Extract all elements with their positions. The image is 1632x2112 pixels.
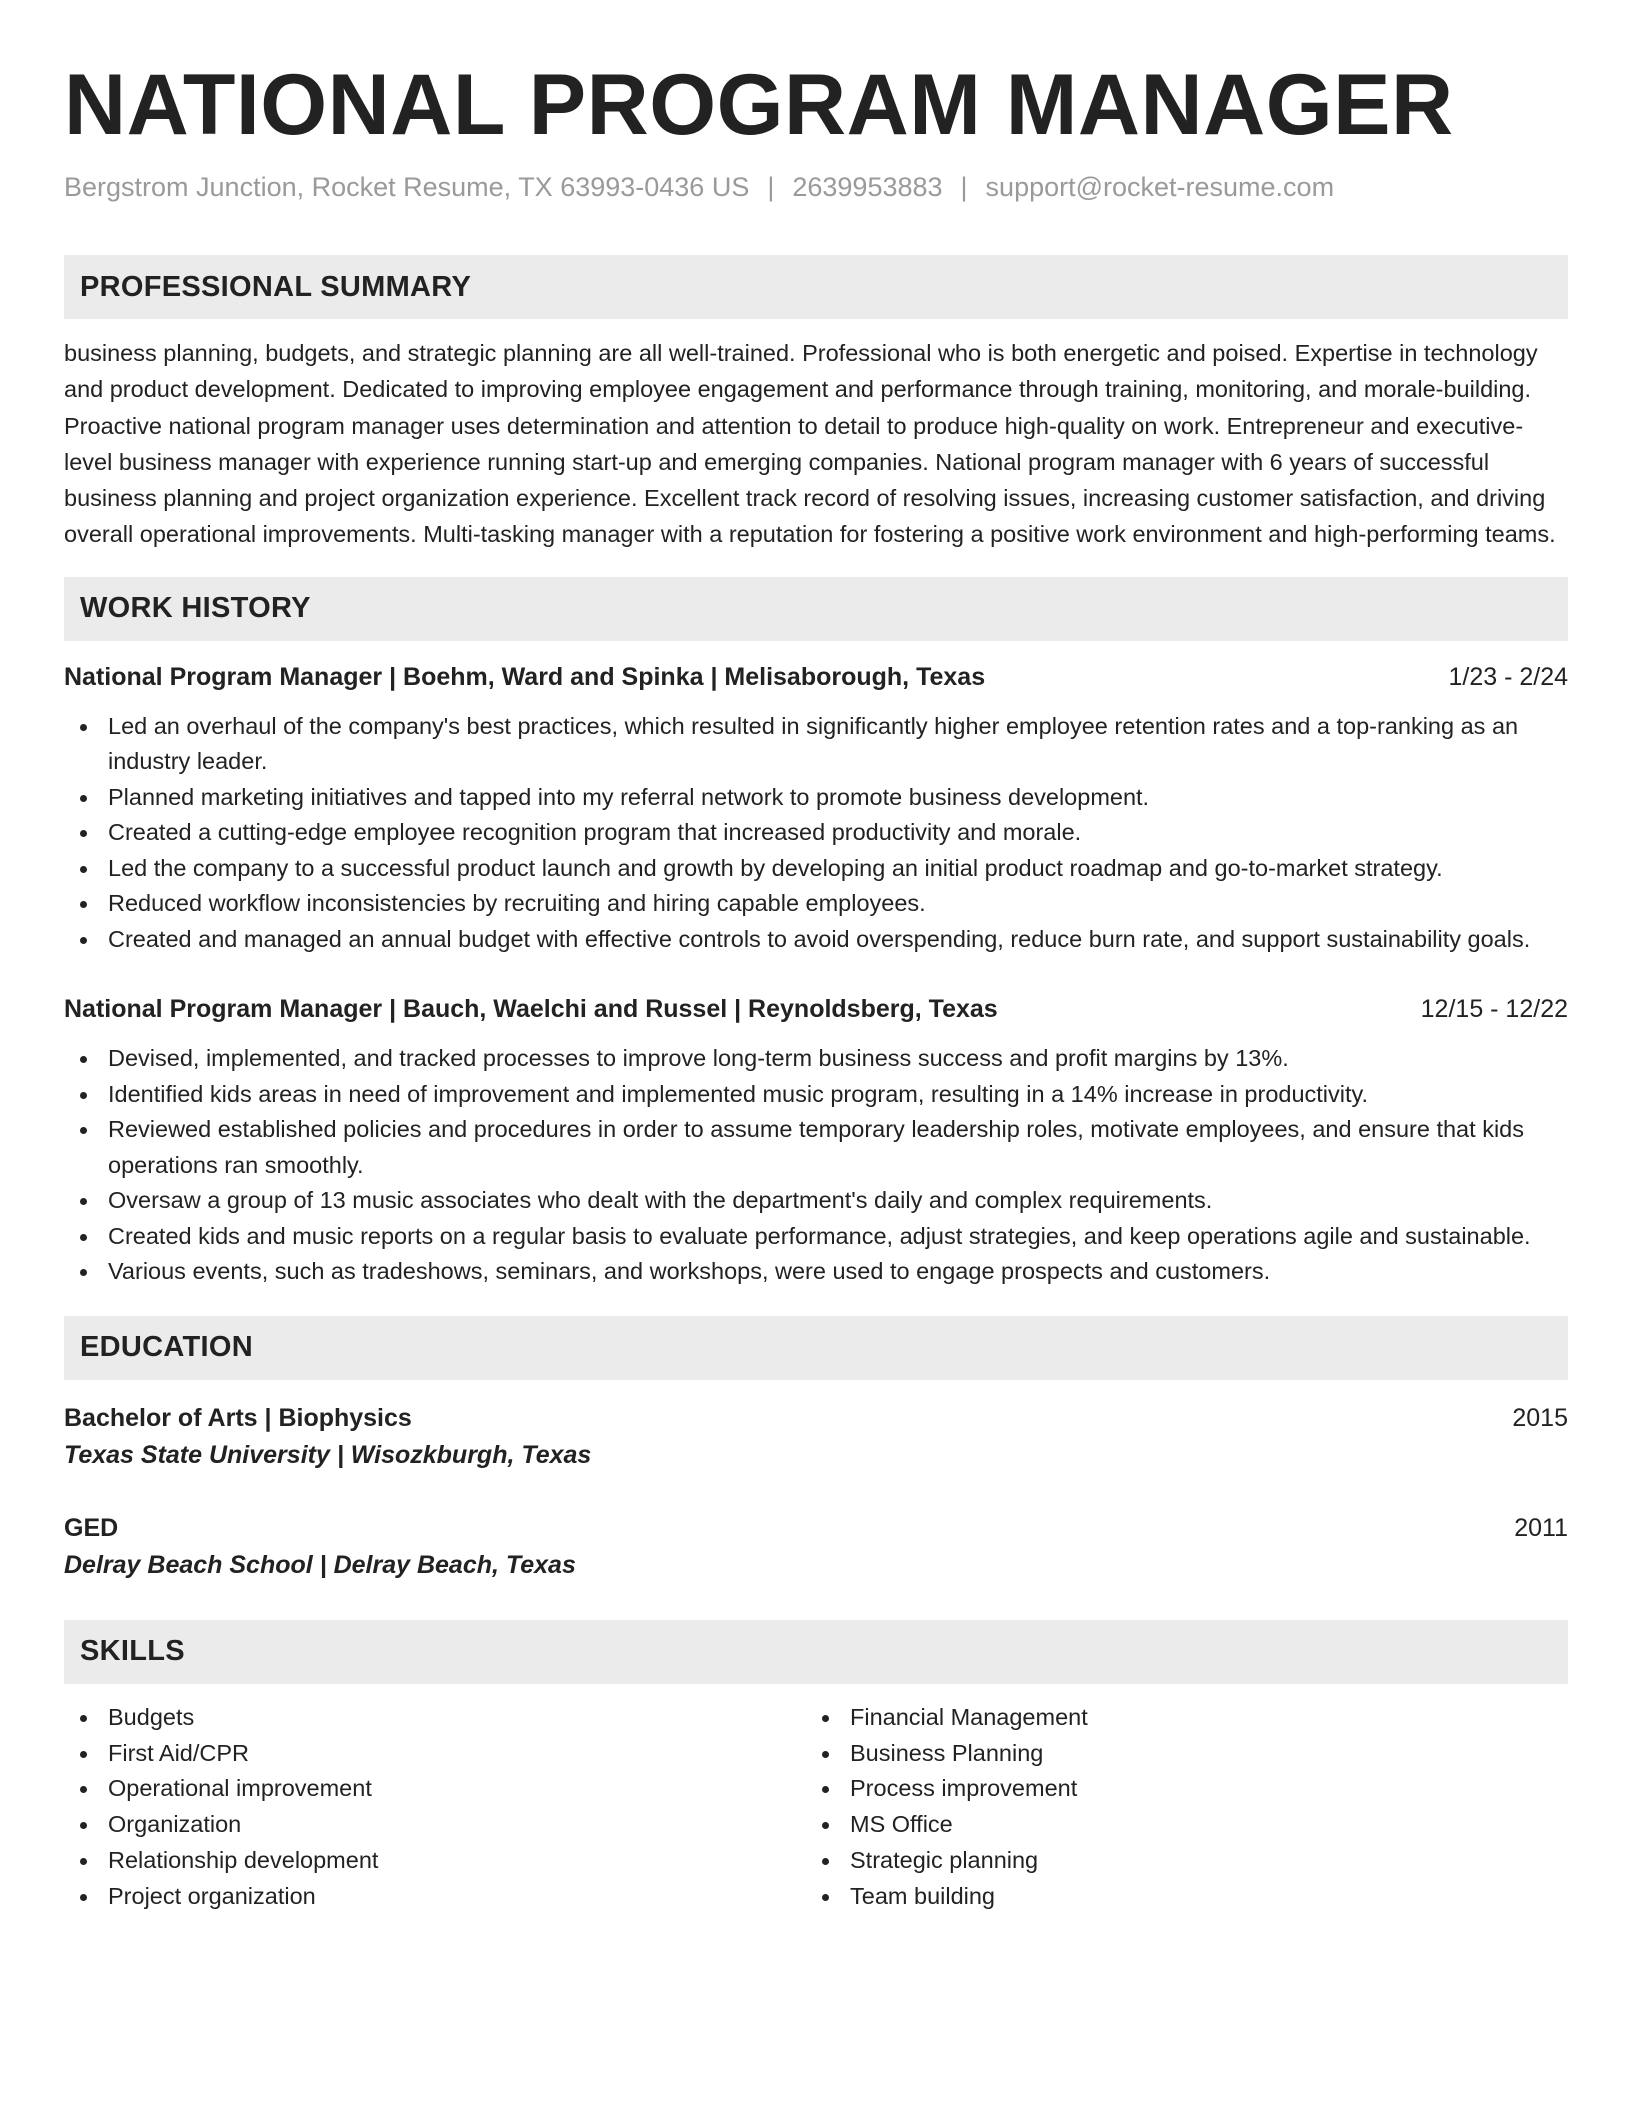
job-dates: 1/23 - 2/24 (1448, 662, 1568, 691)
contact-separator: | (767, 172, 775, 202)
job-bullet: Created and managed an annual budget with effective controls to avoid overspending, reduce burn rate, and support sustainability goals. (64, 922, 1568, 958)
contact-email: support@rocket-resume.com (985, 172, 1335, 202)
education-entry (64, 1510, 1568, 1584)
job-bullet: Oversaw a group of 13 music associates who dealt with the department's daily and complex requirements. (64, 1183, 1568, 1219)
job-title: National Program Manager | Bauch, Waelchi and Russel | Reynoldsberg, Texas (64, 995, 998, 1024)
section-heading-education: EDUCATION (64, 1316, 1568, 1380)
skill-item: Organization (64, 1807, 806, 1843)
skill-item: Process improvement (806, 1771, 1548, 1807)
skill-item: Financial Management (806, 1700, 1548, 1736)
job-bullet: Various events, such as tradeshows, seminars, and workshops, were used to engage prospects and customers. (64, 1254, 1568, 1290)
job-bullet: Devised, implemented, and tracked processes to improve long-term business success and profit margins by 13%. (64, 1041, 1568, 1077)
skills-list (64, 1700, 1568, 1915)
skill-item: Relationship development (64, 1843, 806, 1879)
job-entry (64, 661, 1568, 958)
education-row (64, 1400, 1568, 1436)
skill-item: Team building (806, 1879, 1548, 1915)
education-entry (64, 1400, 1568, 1474)
contact-line (64, 172, 1568, 203)
job-header (64, 993, 1568, 1025)
education-school: Delray Beach School | Delray Beach, Texas (64, 1550, 576, 1579)
summary-text: business planning, budgets, and strategic planning are all well-trained. Professional who is both energetic and poised. Expertise in technology and product development. Dedicated to improving employee engagement and performance through training, monitoring, and morale-building. Proactive national program manager uses determination and attention to detail to produce high-quality on work. Entrepreneur and executive-level business manager with experience running start-up and emerging companies. National program manager with 6 years of successful business planning and project organization experience. Excellent track record of resolving issues, increasing customer satisfaction, and driving overall operational improvements. Multi-tasking manager with a reputation for fostering a positive work environment and high-performing teams. (64, 340, 1556, 548)
job-entry (64, 993, 1568, 1290)
resume-name: NATIONAL PROGRAM MANAGER (64, 57, 1454, 153)
job-bullet: Planned marketing initiatives and tapped into my referral network to promote business development. (64, 780, 1568, 816)
education-row (64, 1510, 1568, 1546)
section-heading-skills: SKILLS (64, 1620, 1568, 1684)
education-year: 2015 (1512, 1403, 1568, 1432)
job-title: National Program Manager | Boehm, Ward and Spinka | Melisaborough, Texas (64, 662, 986, 691)
education-degree: Bachelor of Arts | Biophysics (64, 1403, 412, 1432)
skill-item: Operational improvement (64, 1771, 806, 1807)
education-degree: GED (64, 1513, 119, 1542)
job-bullets (64, 1041, 1568, 1290)
job-dates: 12/15 - 12/22 (1420, 995, 1568, 1024)
contact-separator: | (960, 172, 968, 202)
education-school: Texas State University | Wisozkburgh, Texas (64, 1440, 592, 1469)
job-header (64, 661, 1568, 693)
job-bullet: Led an overhaul of the company's best practices, which resulted in significantly higher employee retention rates and a top-ranking as an industry leader. (64, 709, 1568, 780)
section-heading-work-history: WORK HISTORY (64, 577, 1568, 641)
skill-item: Strategic planning (806, 1843, 1548, 1879)
section-heading-summary: PROFESSIONAL SUMMARY (64, 255, 1568, 319)
skill-item: Business Planning (806, 1736, 1548, 1772)
contact-address: Bergstrom Junction, Rocket Resume, TX 63993-0436 US (64, 172, 750, 202)
job-bullet: Created kids and music reports on a regular basis to evaluate performance, adjust strategies, and keep operations agile and sustainable. (64, 1219, 1568, 1255)
skill-item: MS Office (806, 1807, 1548, 1843)
skill-item: Budgets (64, 1700, 806, 1736)
skills-column-left (64, 1700, 806, 1915)
skill-item: Project organization (64, 1879, 806, 1915)
education-year: 2011 (1514, 1513, 1568, 1542)
job-bullet: Identified kids areas in need of improvement and implemented music program, resulting in a 14% increase in productivity. (64, 1077, 1568, 1113)
job-bullet: Led the company to a successful product launch and growth by developing an initial product roadmap and go-to-market strategy. (64, 851, 1568, 887)
skill-item: First Aid/CPR (64, 1736, 806, 1772)
job-bullets (64, 709, 1568, 958)
skills-column-right (806, 1700, 1548, 1915)
job-bullet: Reduced workflow inconsistencies by recruiting and hiring capable employees. (64, 886, 1568, 922)
job-bullet: Created a cutting-edge employee recognition program that increased productivity and morale. (64, 815, 1568, 851)
job-bullet: Reviewed established policies and procedures in order to assume temporary leadership roles, motivate employees, and ensure that kids operations ran smoothly. (64, 1112, 1568, 1183)
contact-phone: 2639953883 (792, 172, 943, 202)
